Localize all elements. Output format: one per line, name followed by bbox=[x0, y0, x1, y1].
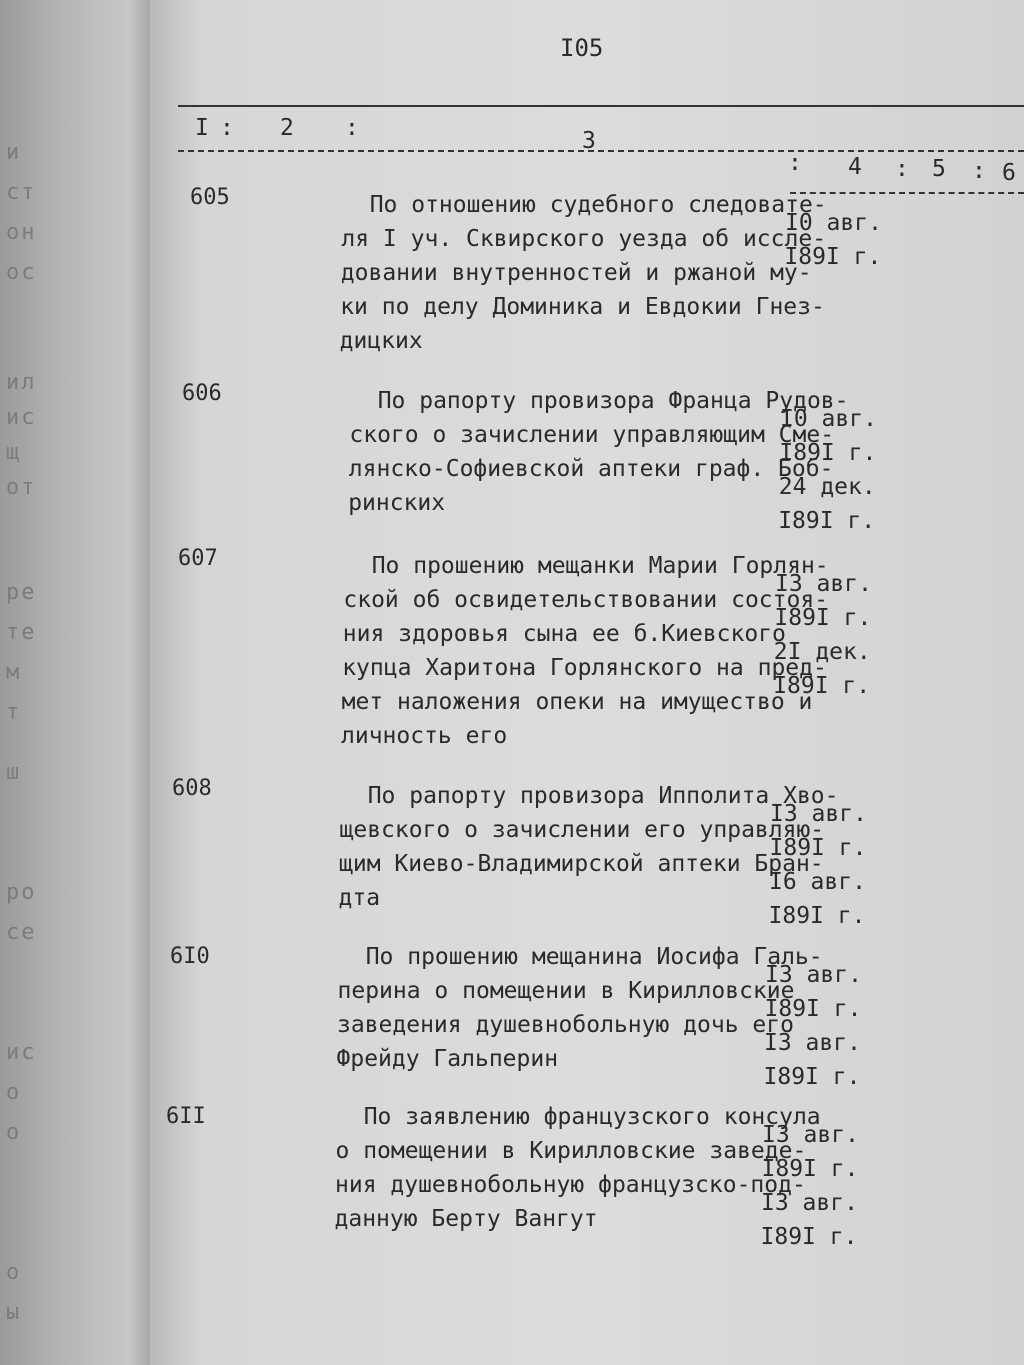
bleed-text: ы bbox=[6, 1300, 22, 1325]
entry-text-line: заведения душевнобольную дочь его bbox=[337, 1012, 794, 1038]
entry-number: 605 bbox=[190, 185, 230, 210]
entry-text-line: Фрейду Гальперин bbox=[336, 1046, 559, 1072]
entry-text-line: перина о помещении в Кирилловские bbox=[337, 978, 795, 1004]
entry-text-line: дицких bbox=[339, 328, 423, 354]
column-header-5: 5 bbox=[932, 156, 946, 182]
bleed-text: ст bbox=[6, 180, 37, 205]
entry-text-line: ки по делу Доминика и Евдокии Гнез- bbox=[340, 294, 825, 320]
entry-date: I6 авг. bbox=[769, 869, 866, 895]
entry-date: I3 авг. bbox=[764, 1030, 861, 1056]
entry-date: I3 авг. bbox=[765, 962, 862, 988]
bleed-text: и bbox=[6, 140, 22, 165]
entry-date: I89I г. bbox=[760, 1224, 858, 1250]
entry-text-line: щим Киево-Владимирской аптеки Бран- bbox=[339, 851, 824, 877]
entry-date: I0 авг. bbox=[785, 210, 882, 236]
entry-date: I89I г. bbox=[779, 440, 877, 466]
entry-date: I0 авг. bbox=[780, 406, 877, 432]
entry-date: I3 авг. bbox=[761, 1190, 858, 1216]
entry-date: I89I г. bbox=[763, 1064, 861, 1090]
bleed-text: се bbox=[6, 920, 37, 945]
entry-text-line: личность его bbox=[341, 723, 508, 749]
entry-text-line: о помещении в Кирилловские заведе- bbox=[335, 1138, 807, 1164]
entry-date: 2I дек. bbox=[773, 639, 871, 665]
entry-text-line: По прошению мещанина Иосифа Галь- bbox=[338, 944, 823, 970]
entry-text-line: ринских bbox=[348, 490, 446, 516]
entry-text-line: По рапорту провизора Ипполита Хво- bbox=[340, 783, 839, 809]
entry-date: I89I г. bbox=[761, 1156, 859, 1182]
adjacent-page-edge bbox=[0, 0, 150, 1365]
bleed-text: о bbox=[6, 1120, 22, 1145]
entry-text-line: мет наложения опеки на имущество и bbox=[341, 689, 813, 715]
entry-text-line: щевского о зачислении его управляю- bbox=[339, 817, 825, 843]
entry-text-line: купца Харитона Горлянского на пред- bbox=[342, 655, 827, 681]
column-header-1: I bbox=[195, 115, 209, 141]
entry-date: I89I г. bbox=[784, 244, 882, 270]
column-separator: : bbox=[345, 115, 359, 141]
entry-text-line: данную Берту Вангут bbox=[334, 1206, 598, 1232]
entry-text-line: ния душевнобольную французско-под- bbox=[335, 1172, 806, 1198]
entry-text-line: ля I уч. Сквирского уезда об иссле- bbox=[341, 226, 827, 252]
entry-number: 606 bbox=[182, 381, 222, 406]
entry-text-line: дта bbox=[338, 885, 381, 911]
entry-text-line: ской об освидетельствовании состоя- bbox=[343, 587, 829, 613]
bleed-text: ос bbox=[6, 260, 37, 285]
entry-date: I3 авг. bbox=[762, 1122, 859, 1148]
entry-date: I89I г. bbox=[764, 996, 862, 1022]
entry-text-line: По рапорту провизора Франца Рудов- bbox=[350, 388, 849, 414]
bleed-text: ро bbox=[6, 880, 37, 905]
entry-date: I89I г. bbox=[768, 903, 866, 929]
bleed-text: щ bbox=[6, 440, 22, 465]
entry-number: 6I0 bbox=[170, 944, 210, 969]
column-header-6: 6 bbox=[1002, 160, 1016, 186]
header-top-rule bbox=[178, 105, 1024, 107]
entry-number: 607 bbox=[178, 546, 218, 571]
column-header-4: 4 bbox=[848, 154, 862, 180]
entry-text-line: По отношению судебного следовате- bbox=[342, 192, 827, 218]
column-separator: : bbox=[895, 156, 909, 182]
entry-number: 6II bbox=[166, 1104, 206, 1129]
entry-date: I89I г. bbox=[769, 835, 867, 861]
entry-text-line: довании внутренностей и ржаной му- bbox=[340, 260, 812, 286]
bleed-text: ис bbox=[6, 1040, 37, 1065]
column-separator: : bbox=[972, 158, 986, 184]
entry-date: 24 дек. bbox=[778, 474, 876, 500]
entry-text-line: По заявлению французского консула bbox=[336, 1104, 821, 1130]
page-number: I05 bbox=[560, 34, 604, 62]
bleed-text: о bbox=[6, 1260, 22, 1285]
entry-text-line: лянско-Софиевской аптеки граф. Боб- bbox=[348, 456, 834, 482]
column-header-2: 2 bbox=[280, 115, 294, 141]
bleed-text: ре bbox=[6, 580, 37, 605]
entry-text-line: ния здоровья сына ее б.Киевского bbox=[342, 621, 786, 647]
column-separator: : bbox=[220, 115, 234, 141]
column-separator: : bbox=[788, 150, 802, 176]
entry-date: I3 авг. bbox=[770, 801, 867, 827]
entry-text-line: ского о зачислении управляющим Сме- bbox=[349, 422, 835, 448]
entry-date: I89I г. bbox=[774, 605, 872, 631]
entry-number: 608 bbox=[172, 776, 212, 801]
entry-date: I89I г. bbox=[773, 673, 871, 699]
entry-date: I89I г. bbox=[778, 508, 876, 534]
entry-date: I3 авг. bbox=[775, 571, 872, 597]
entry-text-line: По прошению мещанки Марии Горлян- bbox=[344, 553, 829, 579]
bleed-text: м bbox=[6, 660, 22, 685]
bleed-text: ис bbox=[6, 405, 37, 430]
bleed-text: ил bbox=[6, 370, 37, 395]
column-header-3: 3 bbox=[582, 128, 596, 154]
bleed-text: те bbox=[6, 620, 37, 645]
bleed-text: о bbox=[6, 1080, 22, 1105]
header-mid-rule bbox=[178, 150, 1024, 152]
bleed-text: от bbox=[6, 475, 37, 500]
document-page bbox=[150, 0, 1024, 1365]
bleed-text: он bbox=[6, 220, 37, 245]
bleed-text: т bbox=[6, 700, 22, 725]
bleed-text: ш bbox=[6, 760, 22, 785]
